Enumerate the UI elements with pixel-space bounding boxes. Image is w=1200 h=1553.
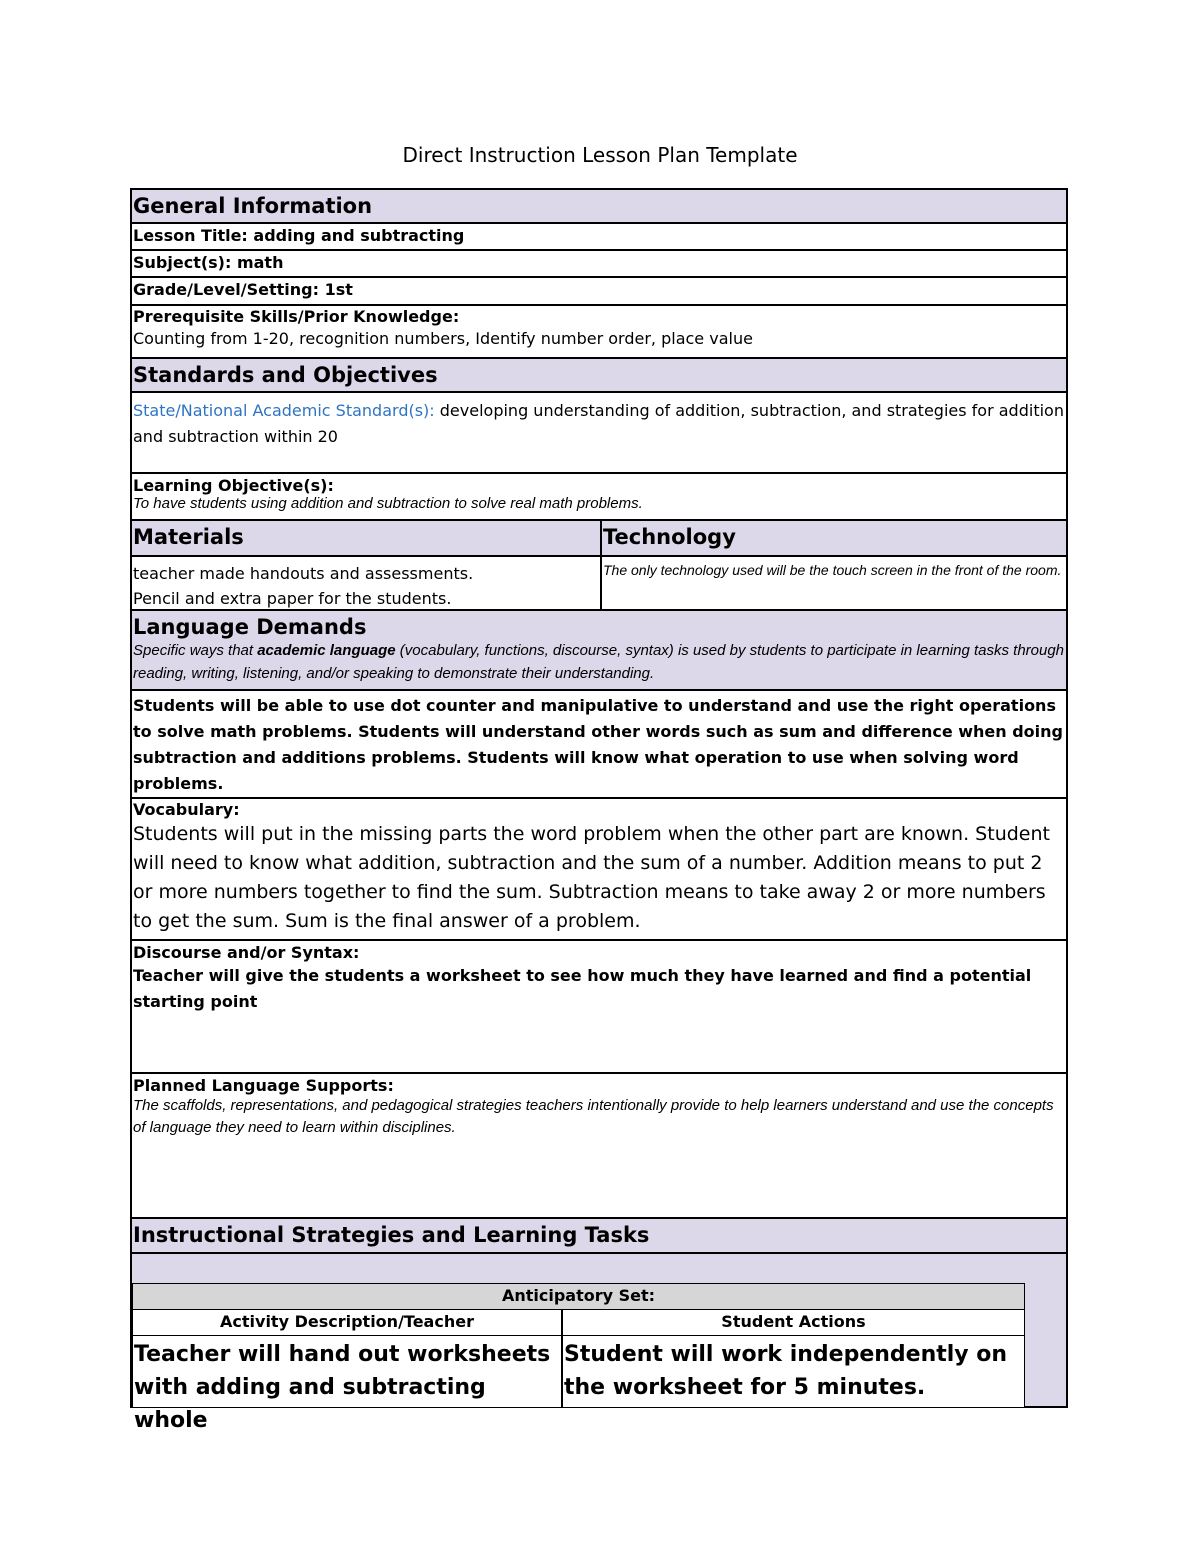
language-demands-description (132, 639, 1066, 685)
section-heading: General Information (133, 194, 373, 218)
teacher-column-header: Activity Description/Teacher (220, 1312, 474, 1331)
technology-field[interactable]: The only technology used will be the touch screen in the front of the room. (603, 562, 1062, 578)
grade-field[interactable]: Grade/Level/Setting: 1st (133, 280, 353, 299)
objective-field[interactable]: To have students using addition and subtraction to solve real math problems. (133, 495, 643, 512)
anticipatory-set-label: Anticipatory Set: (501, 1286, 656, 1305)
anticipatory-set-header (132, 1283, 1025, 1310)
supports-label: Planned Language Supports: (133, 1076, 394, 1095)
materials-line: teacher made handouts and assessments. (133, 564, 474, 583)
standard-label: State/National Academic Standard(s): (133, 401, 435, 420)
instructional-body (130, 1254, 1068, 1433)
discourse-label: Discourse and/or Syntax: (133, 943, 360, 962)
header-divider (133, 1335, 1024, 1336)
standard-field[interactable] (132, 393, 1066, 450)
vocabulary-label: Vocabulary: (133, 800, 240, 819)
lesson-title-row (130, 224, 1068, 251)
section-heading: Standards and Objectives (133, 363, 438, 387)
objective-row (130, 474, 1068, 521)
subject-row (130, 251, 1068, 278)
prereq-field[interactable]: Counting from 1-20, recognition numbers, Identify number order, place value (133, 329, 753, 348)
language-demand-field[interactable]: Students will be able to use dot counter and manipulative to understand and use the right operations to solve math problems. Students will understand other words such as sum and difference when doing subtraction and additions problems. Students will know what operation to use when solving word problems. (133, 696, 1063, 793)
teacher-activity-field[interactable]: Teacher will hand out worksheets with adding and subtracting whole (134, 1342, 551, 1433)
general-info-header (130, 190, 1068, 224)
language-demand-row (130, 691, 1068, 799)
prereq-label: Prerequisite Skills/Prior Knowledge: (133, 307, 460, 326)
section-heading: Language Demands (133, 615, 367, 639)
description-bold: academic language (257, 642, 396, 659)
subject-field[interactable]: Subject(s): math (133, 253, 284, 272)
discourse-field[interactable]: Teacher will give the students a worksheet to see how much they have learned and find a potential starting point (133, 966, 1032, 1011)
materials-line: Pencil and extra paper for the students. (133, 589, 452, 608)
standard-value: developing understanding of addition, subtraction, and strategies for addition and subtraction within 20 (133, 401, 1064, 446)
supports-field[interactable]: The scaffolds, representations, and pedagogical strategies teachers intentionally provide to help learners understand and use the concepts of language they need to learn within disciplines. (133, 1097, 1054, 1136)
lesson-title-field[interactable]: Lesson Title: adding and subtracting (133, 226, 465, 245)
discourse-row (130, 941, 1068, 1074)
section-heading: Instructional Strategies and Learning Tasks (133, 1223, 650, 1247)
objective-label: Learning Objective(s): (133, 476, 334, 495)
language-demands-header (130, 611, 1068, 691)
standards-header (130, 359, 1068, 393)
materials-heading: Materials (133, 525, 244, 549)
description-text: (vocabulary, functions, discourse, syntax) is used by students to participate in learning tasks through reading, writing, listening, and/or speaking to demonstrate their understanding. (133, 642, 1065, 682)
activity-table (132, 1309, 1025, 1433)
description-text: Specific ways that (133, 642, 258, 659)
instructional-header (130, 1219, 1068, 1254)
vocabulary-row (130, 799, 1068, 941)
student-column-header: Student Actions (721, 1312, 866, 1331)
standard-row (130, 393, 1068, 474)
supports-row (130, 1074, 1068, 1219)
grade-row (130, 278, 1068, 306)
materials-field[interactable] (132, 561, 473, 611)
technology-heading: Technology (603, 525, 736, 549)
materials-technology-header (132, 521, 1066, 557)
vocabulary-field[interactable]: Students will put in the missing parts the word problem when the other part are known. Student will need to know what addition, subtraction and the sum of a number. Addition means to put 2 or more numbers together to find the sum. Subtraction means to take away 2 or more numbers to get the sum. Sum is the final answer of a problem. (133, 823, 1050, 932)
materials-technology-row (130, 521, 1068, 611)
student-action-field[interactable]: Student will work independently on the worksheet for 5 minutes. (564, 1342, 1008, 1400)
prereq-row (130, 306, 1068, 359)
document-title: Direct Instruction Lesson Plan Template (402, 143, 798, 167)
